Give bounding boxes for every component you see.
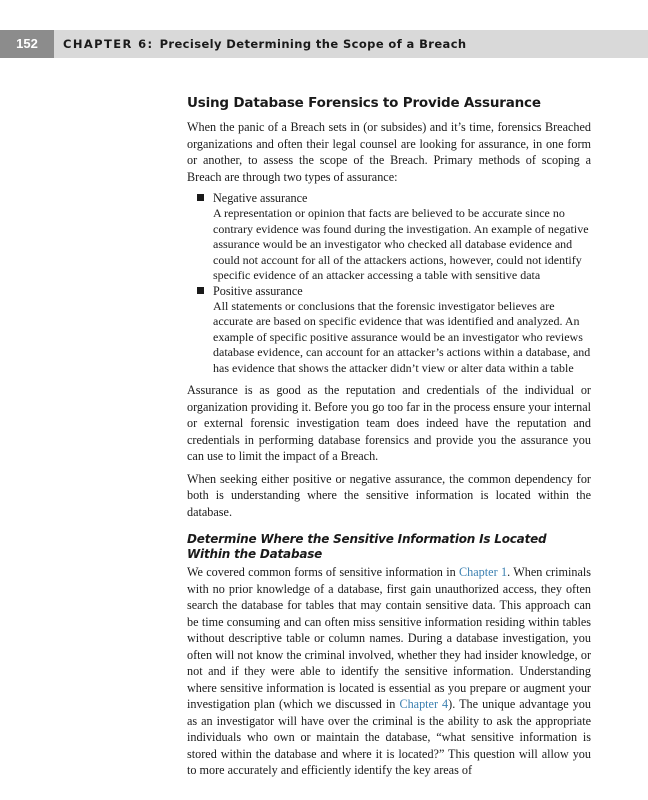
body-paragraph <box>187 564 591 779</box>
list-item <box>187 284 591 377</box>
body-paragraph: Assurance is as good as the reputation and credentials of the individual or organization providing it. Before you go too far in the process ensure your internal or external forensic investigation team does indeed have the reputation and credentials in performing database forensics and provide you the assurance you can use to limit the impact of a Breach. <box>187 383 591 463</box>
list-item <box>187 191 591 284</box>
chapter-title: Precisely Determining the Scope of a Breach <box>159 37 467 51</box>
text-run: . When criminals with no prior knowledge of a database, first gain unauthorized access, they often search the database for tables that may contain sensitive data. This approach can be time consuming and can often miss sensitive information residing within tables without descriptive table or column names. During a database investigation, you often will not know the criminal involved, whether they had insider knowledge, or not and if they were able to identify the sensitive information. Understanding where sensitive information is located is essential as you prepare or augment your investigation plan (which we discussed in <box>187 565 591 711</box>
bullet-title: Positive assurance <box>213 283 303 298</box>
chapter-label: CHAPTER 6: <box>63 37 154 51</box>
section-heading: Using Database Forensics to Provide Assurance <box>187 95 541 111</box>
bullet-body: All statements or conclusions that the forensic investigator believes are accurate are based on specific evidence that was identified and analyzed. An example of specific positive assurance would be an investigator who reviews database evidence, can account for an attacker’s actions within a database, and has evidence that shows the attacker didn’t view or alter data within a table <box>213 298 591 375</box>
assurance-list <box>187 191 591 376</box>
running-header <box>0 30 648 58</box>
text-run: We covered common forms of sensitive information in <box>187 565 460 579</box>
bullet-body: A representation or opinion that facts are believed to be accurate since no contrary evidence was found during the investigation. An example of negative assurance would be an investigator who checked all database evidence and could not account for all of the attackers actions, however, could not identify specific evidence of an attacker accessing a table with sensitive data <box>213 206 589 282</box>
square-bullet-icon <box>197 194 204 201</box>
chapter-1-link[interactable]: Chapter 1 <box>459 565 508 579</box>
text-run: ). The unique advantage you as an investigator will have over the criminal is the ability to ask the appropriate individuals who own or maintain the database, “what sensitive information is stored within the database and where it is located?” This question will allow you to more accurately and efficiently identify the key areas of <box>187 697 591 777</box>
chapter-4-link[interactable]: Chapter 4 <box>399 697 449 711</box>
subsection-heading: Determine Where the Sensitive Information Is Located Within the Database <box>187 532 547 561</box>
square-bullet-icon <box>197 287 204 294</box>
intro-paragraph: When the panic of a Breach sets in (or subsides) and it’s time, forensics Breached organizations and often their legal counsel are looking for assurance, in one form or another, to assess the scope of the Breach. Primary methods of scoping a Breach are through two types of assurance: <box>187 120 591 184</box>
bullet-title: Negative assurance <box>213 191 308 205</box>
page-body <box>187 94 591 785</box>
running-head-text <box>63 30 467 58</box>
page-number: 152 <box>0 30 54 58</box>
body-paragraph: When seeking either positive or negative assurance, the common dependency for both is understanding where the sensitive information is located within the database. <box>187 471 591 519</box>
